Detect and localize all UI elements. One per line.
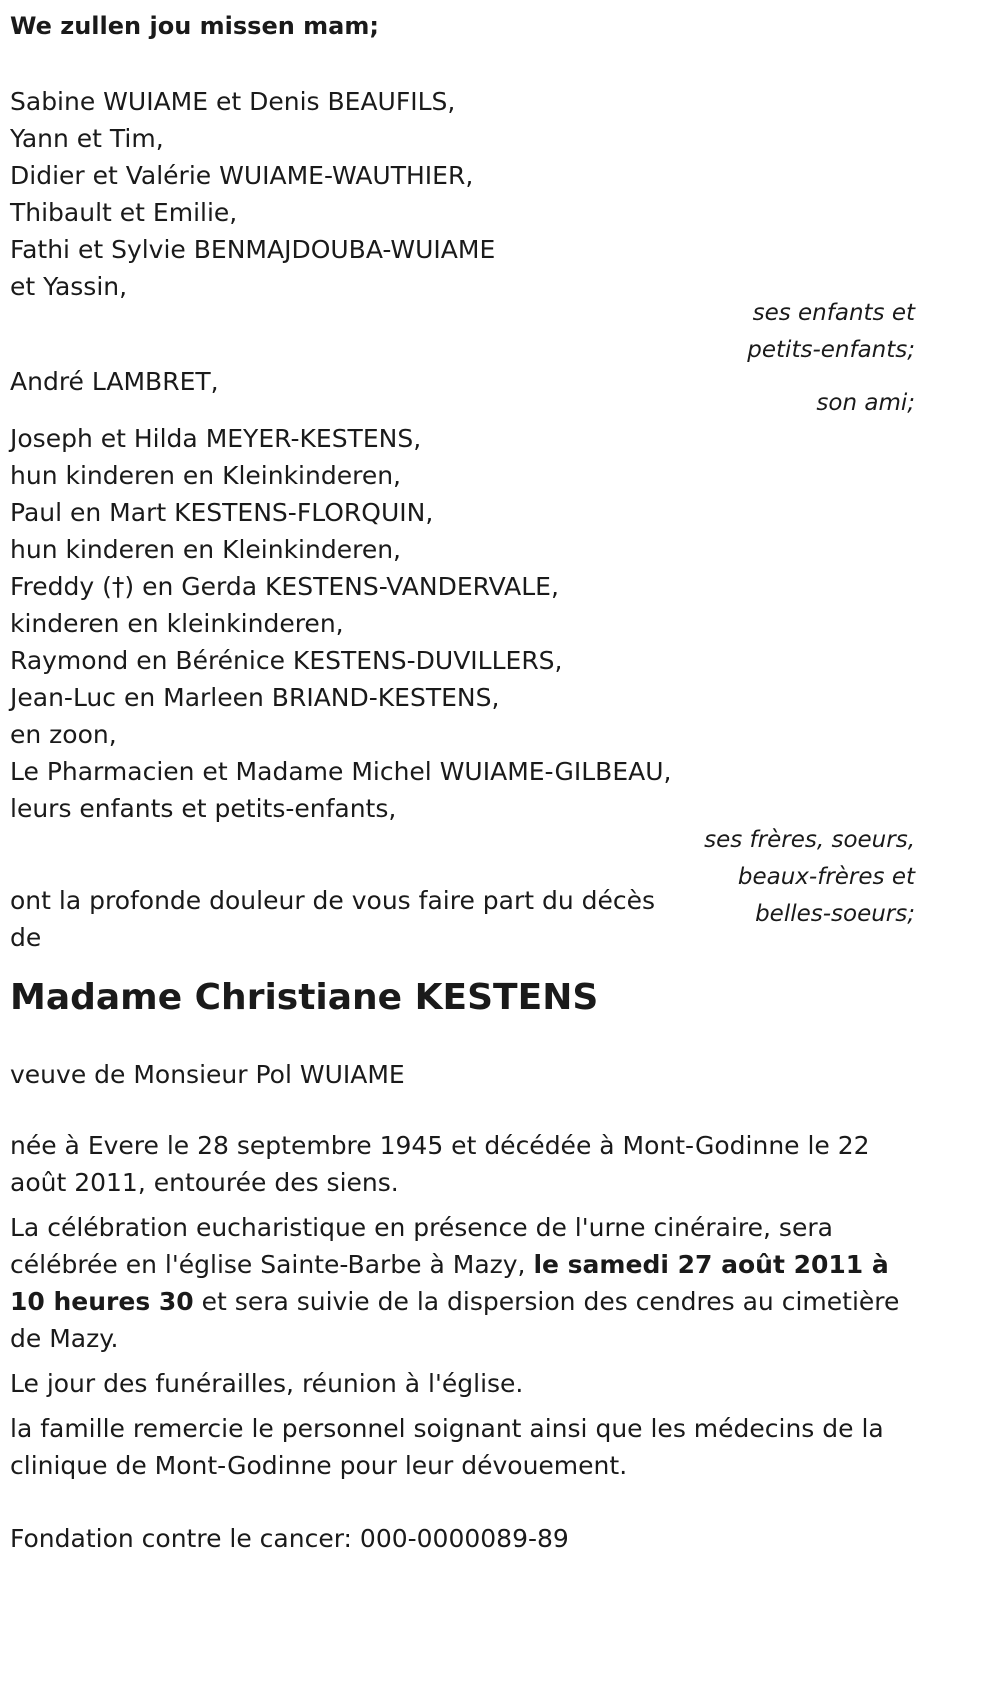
friend-block	[10, 363, 915, 416]
family-line: Thibault et Emilie,	[10, 198, 238, 227]
family-line: kinderen en kleinkinderen,	[10, 609, 344, 638]
family-line: en zoon,	[10, 720, 117, 749]
family-line: hun kinderen en Kleinkinderen,	[10, 535, 402, 564]
family-line: et Yassin,	[10, 272, 128, 301]
ceremony-date: le samedi 27 août 2011 à 10 heures 30	[10, 1250, 889, 1316]
family-line: Le Pharmacien et Madame Michel WUIAME-GILBEAU,	[10, 757, 672, 786]
children-block	[10, 83, 915, 363]
role-children	[747, 295, 915, 369]
family-line: Yann et Tim,	[10, 124, 164, 153]
family-line: Raymond en Bérénice KESTENS-DUVILLERS,	[10, 646, 563, 675]
announcement-line: de	[10, 923, 42, 952]
foundation-text: Fondation contre le cancer: 000-0000089-89	[10, 1524, 569, 1553]
family-line: André LAMBRET,	[10, 367, 219, 396]
thanks-text: la famille remercie le personnel soignant ainsi que les médecins de la clinique de Mont-Godinne pour leur dévouement.	[10, 1414, 884, 1480]
opening-heading: We zullen jou missen mam;	[10, 12, 379, 40]
family-line: Didier et Valérie WUIAME-WAUTHIER,	[10, 161, 474, 190]
role-line: ses enfants et	[752, 300, 915, 326]
role-friend: son ami;	[816, 390, 915, 416]
meeting-text: Le jour des funérailles, réunion à l'église.	[10, 1369, 524, 1398]
family-line: Jean-Luc en Marleen BRIAND-KESTENS,	[10, 683, 500, 712]
family-line: Freddy (†) en Gerda KESTENS-VANDERVALE,	[10, 572, 559, 601]
role-line: beaux-frères et	[737, 864, 915, 890]
announcement-line: ont la profonde douleur de vous faire part du décès	[10, 886, 656, 915]
ceremony-text-before: La célébration eucharistique en présence de l'urne cinéraire, sera célébrée en l'église Sainte-Barbe à Mazy,	[10, 1213, 833, 1279]
role-line: ses frères, soeurs,	[704, 827, 915, 853]
family-line: leurs enfants et petits-enfants,	[10, 794, 397, 823]
family-line: Joseph et Hilda MEYER-KESTENS,	[10, 424, 422, 453]
deceased-name: Madame Christiane KESTENS	[10, 977, 599, 1018]
ceremony-text-after: et sera suivie de la dispersion des cendres au cimetière de Mazy.	[10, 1287, 900, 1353]
widow-of: veuve de Monsieur Pol WUIAME	[10, 1060, 405, 1089]
ceremony-text	[10, 1209, 915, 1357]
obituary-page	[10, 0, 915, 1557]
role-line: petits-enfants;	[747, 337, 915, 363]
family-line: Fathi et Sylvie BENMAJDOUBA-WUIAME	[10, 235, 496, 264]
birth-death: née à Evere le 28 septembre 1945 et décédée à Mont-Godinne le 22 août 2011, entourée des siens.	[10, 1131, 870, 1197]
family-line: Sabine WUIAME et Denis BEAUFILS,	[10, 87, 456, 116]
role-line: belles-soeurs;	[755, 901, 915, 927]
family-line: hun kinderen en Kleinkinderen,	[10, 461, 402, 490]
role-siblings	[704, 822, 915, 933]
family-line: Paul en Mart KESTENS-FLORQUIN,	[10, 498, 434, 527]
